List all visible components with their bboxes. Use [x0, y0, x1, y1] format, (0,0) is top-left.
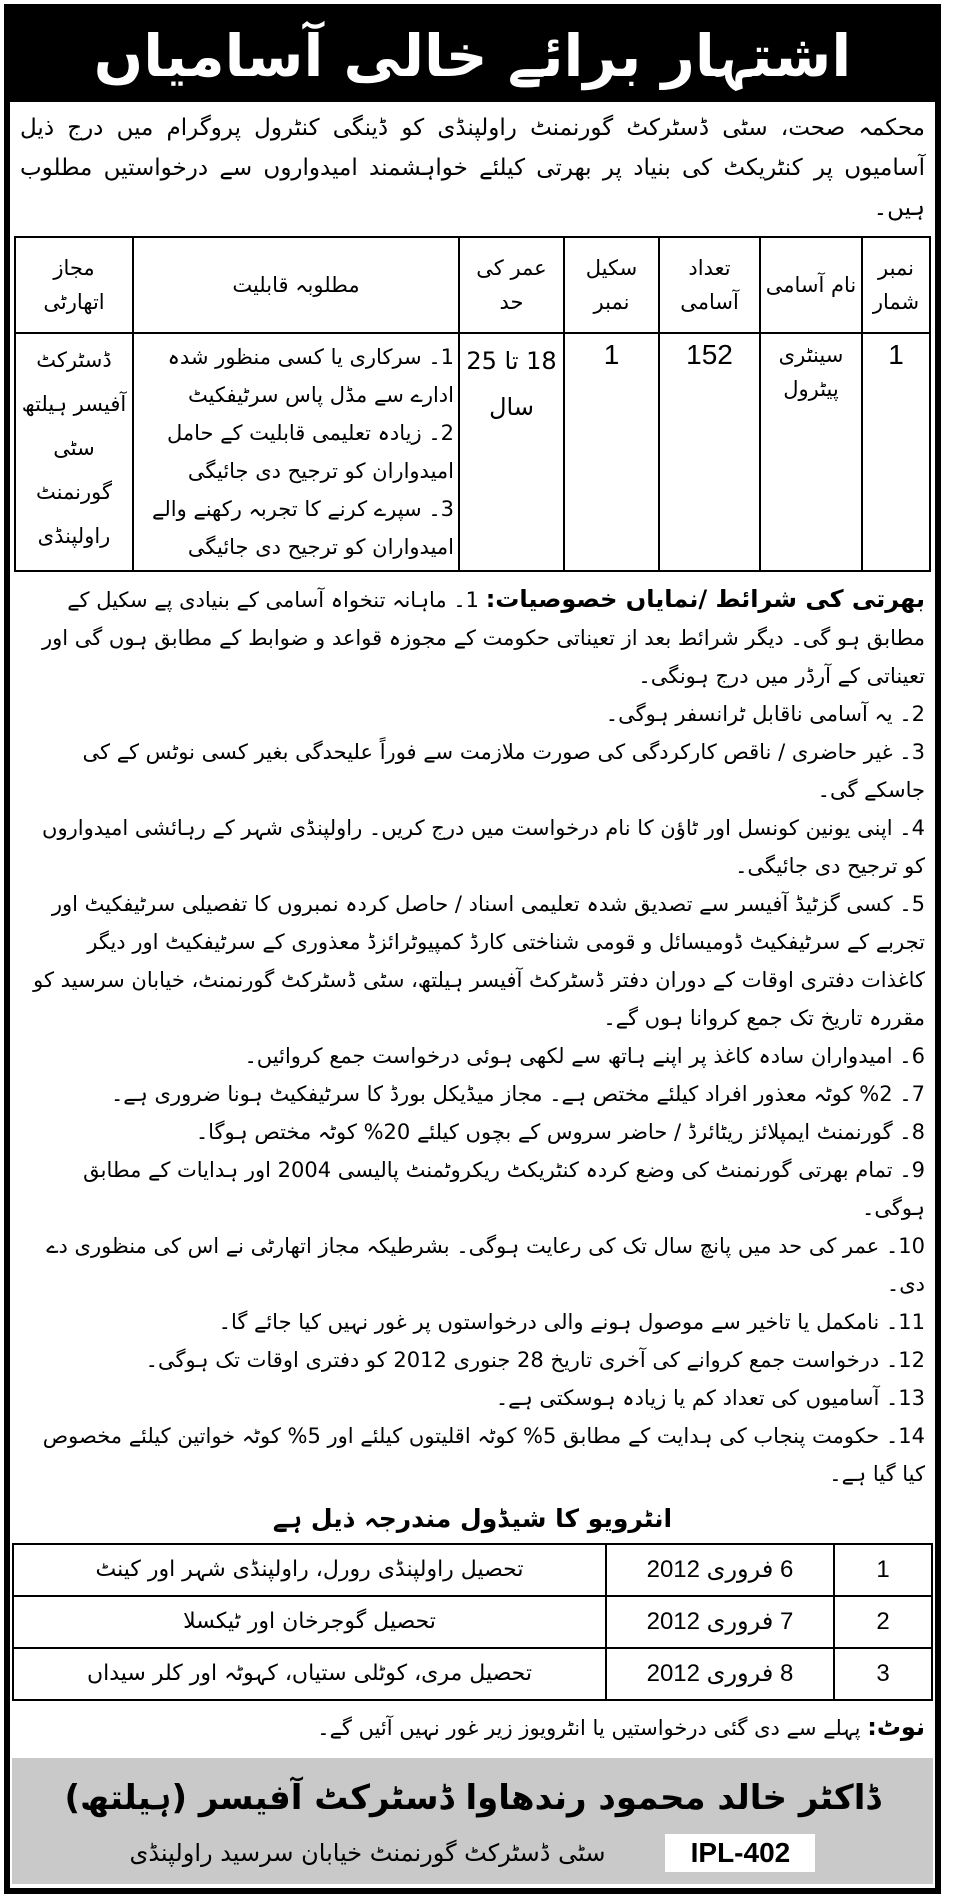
schedule-place: تحصیل راولپنڈی رورل، راولپنڈی شہر اور کینٹ [13, 1544, 606, 1596]
condition-item: 7۔ 2% کوٹہ معذور افراد کیلئے مختص ہے۔ مجاز میڈیکل بورڈ کا سرٹیفکیٹ ہونا ضروری ہے۔ [110, 1082, 925, 1106]
header-age: عمر کی حد [459, 237, 564, 333]
qualification-item: 2۔ زیادہ تعلیمی قابلیت کے حامل امیدواران کو ترجیح دی جائیگی [166, 421, 454, 483]
table-row [13, 1544, 932, 1596]
table-header-row [15, 237, 930, 333]
condition-item: 9۔ تمام بھرتی گورنمنٹ کی وضع کردہ کنٹریکٹ ریکروٹمنٹ پالیسی 2004 اور ہدایات کے مطابق ہوگی۔ [83, 1158, 925, 1220]
cell-serial: 1 [862, 333, 930, 571]
ad-border [4, 4, 941, 1894]
condition-item: 13۔ آسامیوں کی تعداد کم یا زیادہ ہوسکتی ہے۔ [495, 1386, 925, 1410]
signature-footer [12, 1758, 933, 1884]
cell-scale: 1 [564, 333, 659, 571]
ad-title: اشتہار برائے خالی آسامیاں [10, 10, 935, 102]
condition-item: 8۔ گورنمنٹ ایمپلائز ریٹائرڈ / حاضر سروس کے بچوں کیلئے 20% کوٹہ مختص ہوگا۔ [195, 1120, 925, 1144]
condition-item: 10۔ عمر کی حد میں پانچ سال تک کی رعایت ہوگی۔ بشرطیکہ مجاز اتھارٹی نے اس کی منظوری دے دی۔ [46, 1234, 925, 1296]
condition-item [20, 580, 925, 695]
conditions-section [20, 580, 925, 1493]
interview-schedule-table [12, 1543, 933, 1701]
schedule-date: 8 فروری 2012 [606, 1648, 834, 1700]
condition-item: 12۔ درخواست جمع کروانے کی آخری تاریخ 28 جنوری 2012 کو دفتری اوقات تک ہوگی۔ [145, 1348, 925, 1372]
schedule-number: 2 [834, 1596, 932, 1648]
office-address: سٹی ڈسٹرکٹ گورنمنٹ خیابان سرسید راولپنڈی [129, 1839, 606, 1867]
condition-item: 5۔ کسی گزٹیڈ آفیسر سے تصدیق شدہ تعلیمی اسناد / حاصل کردہ نمبروں کا تفصیلی سرٹیفکیٹ اور تجربے کے سرٹیفکیٹ ڈومیسائل و قومی شناختی کارڈ کمپیوٹرائزڈ معذوری کے سرٹیفکیٹ اور دیگر کاغذات دفتری اوقات کے دوران دفتر ڈسٹرکٹ آفیسر ہیلتھ، سٹی ڈسٹرکٹ گورنمنٹ، خیابان سرسید کو مقررہ تاریخ تک جمع کروانا ہوں گے۔ [33, 892, 925, 1030]
vacancy-table [14, 236, 931, 572]
condition-item: 14۔ حکومت پنجاب کی ہدایت کے مطابق 5% کوٹہ اقلیتوں کیلئے اور 5% کوٹہ خواتین کیلئے مخصوص کیا گیا ہے۔ [42, 1424, 925, 1486]
header-serial: نمبر شمار [862, 237, 930, 333]
table-row [13, 1596, 932, 1648]
table-row [15, 333, 930, 571]
cell-age: 18 تا 25 سال [459, 333, 564, 571]
header-authority: مجاز اتھارٹی [15, 237, 133, 333]
schedule-number: 1 [834, 1544, 932, 1596]
note-label: نوٹ: [867, 1713, 925, 1741]
cell-qualification [133, 333, 459, 571]
condition-item: 6۔ امیدواران سادہ کاغذ پر اپنے ہاتھ سے لکھی ہوئی درخواست جمع کروائیں۔ [244, 1044, 925, 1068]
cell-count: 152 [659, 333, 760, 571]
qualification-item: 1۔ سرکاری یا کسی منظور شدہ ادارے سے مڈل پاس سرٹیفکیٹ [167, 345, 454, 407]
header-post: نام آسامی [760, 237, 862, 333]
condition-item: 2۔ یہ آسامی ناقابل ٹرانسفر ہوگی۔ [605, 702, 925, 726]
cell-post: سینٹری پیٹرول [760, 333, 862, 571]
schedule-place: تحصیل گوجرخان اور ٹیکسلا [13, 1596, 606, 1648]
condition-item: 3۔ غیر حاضری / ناقص کارکردگی کی صورت ملازمت سے فوراً علیحدگی بغیر کسی نوٹس کے کی جاسکے گی۔ [82, 740, 925, 802]
header-count: تعداد آسامی [659, 237, 760, 333]
schedule-date: 7 فروری 2012 [606, 1596, 834, 1648]
schedule-number: 3 [834, 1648, 932, 1700]
header-qualification: مطلوبہ قابلیت [133, 237, 459, 333]
schedule-date: 6 فروری 2012 [606, 1544, 834, 1596]
intro-paragraph: محکمہ صحت، سٹی ڈسٹرکٹ گورنمنٹ راولپنڈی کو ڈینگی کنٹرول پروگرام میں درج ذیل آسامیوں پر کنٹریکٹ کی بنیاد پر بھرتی کیلئے خواہشمند امیدواروں سے درخواستیں مطلوب ہیں۔ [20, 115, 925, 221]
schedule-place: تحصیل مری، کوٹلی ستیاں، کہوٹہ اور کلر سیداں [13, 1648, 606, 1700]
footer-bottom-row [12, 1834, 933, 1872]
cell-authority: ڈسٹرکٹ آفیسر ہیلتھ سٹی گورنمنٹ راولپنڈی [15, 333, 133, 571]
conditions-heading: بھرتی کی شرائط /نمایاں خصوصیات: [485, 585, 925, 613]
qualification-item: 3۔ سپرے کرنے کا تجربہ رکھنے والے امیدواران کو ترجیح دی جائیگی [152, 497, 454, 559]
condition-item: 11۔ نامکمل یا تاخیر سے موصول ہونے والی درخواستوں پر غور نہیں کیا جائے گا۔ [218, 1310, 925, 1334]
interview-heading: انٹرویو کا شیڈول مندرجہ ذیل ہے [272, 1504, 673, 1533]
table-row [13, 1648, 932, 1700]
header-scale: سکیل نمبر [564, 237, 659, 333]
note [20, 1707, 925, 1748]
officer-name: ڈاکٹر خالد محمود رندھاوا ڈسٹرکٹ آفیسر (ہیلتھ) [64, 1778, 881, 1818]
ad-code-box: IPL-402 [665, 1834, 815, 1872]
condition-item: 4۔ اپنی یونین کونسل اور ٹاؤن کا نام درخواست میں درج کریں۔ راولپنڈی شہر کے رہائشی امیدواروں کو ترجیح دی جائیگی۔ [42, 816, 925, 878]
condition-text: 1۔ ماہانہ تنخواہ آسامی کے بنیادی پے سکیل کے مطابق ہو گی۔ دیگر شرائط بعد از تعیناتی حکومت کے مجوزہ قواعد و ضوابط کے مطابق ہوں گی اور تعیناتی کے آرڈر میں درج ہونگی۔ [41, 588, 925, 688]
note-text: پہلے سے دی گئی درخواستیں یا انٹرویوز زیر غور نہیں آئیں گے۔ [317, 1716, 861, 1740]
